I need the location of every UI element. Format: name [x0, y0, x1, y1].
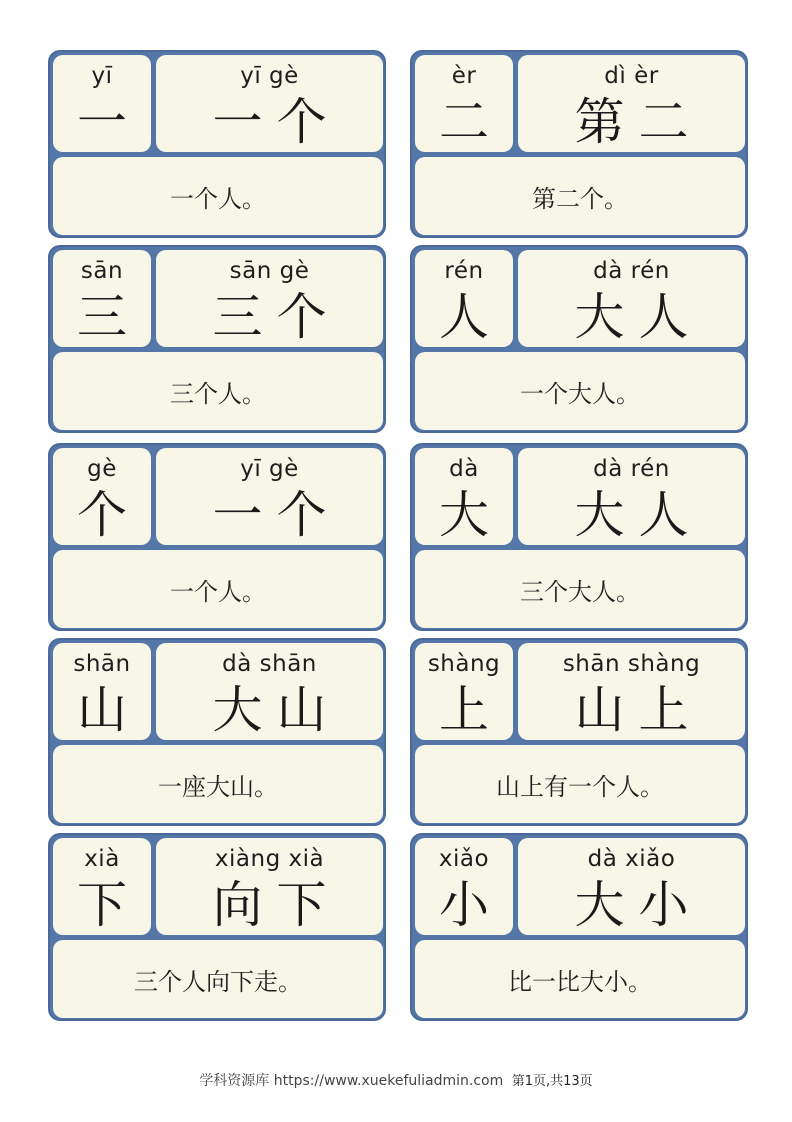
- vocab-card: [410, 50, 748, 238]
- word-pinyin: sān gè: [229, 258, 310, 284]
- example-sentence: 一个人。: [170, 577, 266, 606]
- word-cell: [156, 55, 383, 152]
- char-hanzi: 下: [77, 876, 127, 934]
- char-pinyin: xià: [84, 846, 120, 872]
- char-cell: [415, 448, 513, 545]
- vocab-card: [48, 638, 386, 826]
- sentence-cell: [415, 157, 745, 235]
- word-pinyin: dà shān: [222, 651, 317, 677]
- footer-source-text: 学科资源库 https://www.xuekefuliadmin.com: [199, 1073, 504, 1089]
- char-pinyin: gè: [87, 456, 117, 482]
- char-hanzi: 上: [439, 681, 489, 739]
- word-pinyin: dà xiǎo: [587, 846, 676, 872]
- vocab-card: [48, 443, 386, 631]
- sentence-cell: [53, 157, 383, 235]
- word-pinyin: dà rén: [593, 258, 670, 284]
- word-hanzi: 山上: [574, 681, 703, 739]
- sentence-cell: [53, 550, 383, 628]
- word-cell: [156, 838, 383, 935]
- word-hanzi: 大小: [574, 876, 703, 934]
- char-hanzi: 一: [77, 93, 127, 151]
- word-cell: [156, 448, 383, 545]
- example-sentence: 一个人。: [170, 184, 266, 213]
- vocab-card: [410, 638, 748, 826]
- char-pinyin: shān: [73, 651, 131, 677]
- example-sentence: 三个人。: [170, 379, 266, 408]
- char-pinyin: xiǎo: [438, 846, 490, 872]
- char-hanzi: 人: [439, 288, 489, 346]
- vocab-card: [48, 50, 386, 238]
- sentence-cell: [415, 352, 745, 430]
- vocab-card: [48, 245, 386, 433]
- word-hanzi: 大人: [574, 288, 703, 346]
- char-cell: [53, 643, 151, 740]
- sentence-cell: [415, 940, 745, 1018]
- word-pinyin: yī gè: [240, 63, 299, 89]
- example-sentence: 一座大山。: [158, 772, 278, 801]
- word-pinyin: dì èr: [604, 63, 659, 89]
- char-hanzi: 个: [77, 486, 127, 544]
- example-sentence: 三个人向下走。: [134, 967, 302, 996]
- char-cell: [415, 55, 513, 152]
- sentence-cell: [53, 940, 383, 1018]
- word-cell: [156, 643, 383, 740]
- example-sentence: 三个大人。: [520, 577, 640, 606]
- vocab-card: [410, 245, 748, 433]
- vocab-card: [410, 443, 748, 631]
- char-cell: [53, 448, 151, 545]
- char-cell: [415, 838, 513, 935]
- word-hanzi: 大山: [212, 681, 341, 739]
- char-hanzi: 三: [77, 288, 127, 346]
- word-hanzi: 三个: [212, 288, 341, 346]
- sentence-cell: [53, 745, 383, 823]
- char-pinyin: èr: [451, 63, 477, 89]
- word-cell: [518, 55, 745, 152]
- char-hanzi: 小: [439, 876, 489, 934]
- word-cell: [518, 643, 745, 740]
- word-hanzi: 一个: [212, 93, 341, 151]
- page-number: 第1页,共13页: [511, 1074, 593, 1089]
- sentence-cell: [415, 550, 745, 628]
- char-cell: [415, 643, 513, 740]
- example-sentence: 第二个。: [532, 184, 628, 213]
- word-pinyin: dà rén: [593, 456, 670, 482]
- char-cell: [53, 55, 151, 152]
- char-pinyin: dà: [449, 456, 479, 482]
- char-hanzi: 二: [439, 93, 489, 151]
- char-pinyin: yī: [91, 63, 113, 89]
- word-hanzi: 大人: [574, 486, 703, 544]
- word-cell: [518, 838, 745, 935]
- word-hanzi: 一个: [212, 486, 341, 544]
- char-hanzi: 大: [439, 486, 489, 544]
- word-cell: [156, 250, 383, 347]
- word-hanzi: 第二: [574, 93, 703, 151]
- word-pinyin: yī gè: [240, 456, 299, 482]
- char-cell: [53, 250, 151, 347]
- word-cell: [518, 250, 745, 347]
- word-cell: [518, 448, 745, 545]
- sentence-cell: [53, 352, 383, 430]
- char-hanzi: 山: [77, 681, 127, 739]
- char-cell: [415, 250, 513, 347]
- example-sentence: 山上有一个人。: [496, 772, 664, 801]
- vocab-card: [410, 833, 748, 1021]
- vocab-card: [48, 833, 386, 1021]
- page-footer: [0, 1070, 792, 1090]
- char-pinyin: rén: [444, 258, 484, 284]
- word-hanzi: 向下: [212, 876, 341, 934]
- word-pinyin: xiàng xià: [214, 846, 325, 872]
- word-pinyin: shān shàng: [562, 651, 701, 677]
- char-cell: [53, 838, 151, 935]
- example-sentence: 一个大人。: [520, 379, 640, 408]
- char-pinyin: sān: [80, 258, 124, 284]
- char-pinyin: shàng: [427, 651, 501, 677]
- example-sentence: 比一比大小。: [508, 967, 652, 996]
- sentence-cell: [415, 745, 745, 823]
